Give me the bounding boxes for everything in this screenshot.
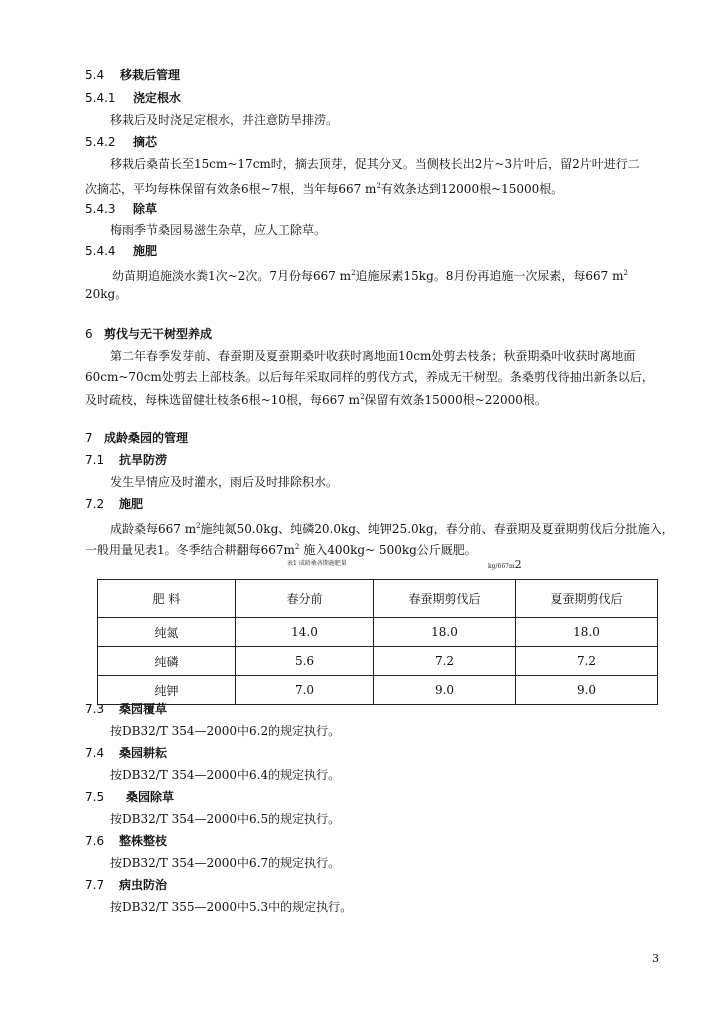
paragraph-text: [85, 536, 477, 561]
paragraph-text: 20kg。: [85, 287, 128, 301]
heading-number: 5.4.2: [85, 135, 116, 149]
header-after-spring-pruning: 春蚕期剪伐后: [374, 580, 516, 618]
heading-title: 施肥: [133, 244, 158, 258]
table-caption: 表1 成龄桑各期施肥量: [287, 560, 347, 567]
text-run: 施入400kg~ 500kg公斤厩肥。: [299, 543, 477, 557]
text-run: 幼苗期追施淡水粪1次~2次。7月份每667 m: [112, 269, 352, 283]
heading-5-4-3: [0, 198, 724, 220]
paragraph-text: 移栽后桑苗长至15cm~17cm时，摘去顶芽，促其分叉。当侧枝长出2片~3片叶后，留2片叶进行二: [110, 157, 640, 171]
paragraph-6-line2: [0, 366, 724, 388]
superscript: 2: [360, 393, 365, 401]
heading-number: 7.5: [85, 790, 105, 804]
header-fertilizer: 肥 料: [98, 580, 236, 618]
heading-7-2: [0, 493, 724, 515]
heading-7-6: [0, 830, 724, 852]
heading-number: 5.4: [85, 68, 105, 82]
heading-number: 5.4.1: [85, 91, 116, 105]
paragraph-7-2-line2: [0, 536, 724, 558]
text-run: 追施尿素15kg。8月份再追施一次尿素，每667 m: [355, 269, 624, 283]
paragraph-text: 按DB32/T 355—2000中5.3中的规定执行。: [110, 900, 353, 914]
superscript: 2: [351, 269, 356, 277]
heading-5-4-1: [0, 87, 724, 109]
paragraph-6-line3: [0, 386, 724, 408]
heading-title: 整株整枝: [119, 834, 168, 848]
text-run: 及时疏枝，每株选留健壮枝条6根~10根，每667 m: [85, 393, 361, 407]
heading-number: 5.4.3: [85, 202, 116, 216]
superscript: 2: [196, 522, 201, 530]
heading-title: 施肥: [119, 497, 144, 511]
superscript: 2: [623, 269, 628, 277]
heading-7: [0, 427, 724, 449]
paragraph-7-1: [0, 471, 724, 493]
paragraph-7-6: [0, 852, 724, 874]
page-number: 3: [652, 952, 659, 965]
header-after-summer-pruning: 夏蚕期剪伐后: [516, 580, 658, 618]
heading-number: 5.4.4: [85, 244, 116, 258]
table-cell: 18.0: [516, 618, 658, 647]
paragraph-text: 按DB32/T 354—2000中6.5的规定执行。: [110, 812, 341, 826]
superscript: 2: [294, 543, 300, 551]
table-cell: 纯钾: [98, 676, 236, 705]
text-run: 施纯氮50.0kg、纯磷20.0kg、纯钾25.0kg，春分前、春蚕期及夏蚕期剪伐后分批施入，: [200, 522, 674, 536]
heading-title: 除草: [133, 202, 158, 216]
paragraph-5-4-4-line1: [0, 262, 724, 284]
table-unit: [488, 558, 522, 571]
paragraph-text: [85, 386, 547, 411]
unit-text: kg/667m: [488, 563, 515, 570]
paragraph-5-4-4-line2: [0, 283, 724, 305]
table-cell: 7.2: [516, 647, 658, 676]
heading-title: 抗旱防涝: [119, 453, 168, 467]
table-header-row: [98, 580, 658, 618]
paragraph-7-4: [0, 764, 724, 786]
heading-title: 病虫防治: [119, 878, 168, 892]
paragraph-5-4-1: [0, 109, 724, 131]
paragraph-7-2-line1: [0, 515, 724, 537]
heading-7-3: [0, 698, 724, 720]
paragraph-7-5: [0, 808, 724, 830]
text-run: 一般用量见表1。冬季结合耕翻每667m: [85, 543, 295, 557]
paragraph-7-3: [0, 720, 724, 742]
paragraph-5-4-2-line2: [0, 175, 724, 197]
heading-7-1: [0, 449, 724, 471]
table-cell: 18.0: [374, 618, 516, 647]
paragraph-5-4-3: [0, 219, 724, 241]
heading-title: 剪伐与无干树型养成: [104, 327, 213, 341]
table-cell: 纯磷: [98, 647, 236, 676]
table-row: [98, 618, 658, 647]
paragraph-text: 移栽后及时浇足定根水，并注意防旱排涝。: [110, 113, 339, 127]
paragraph-5-4-2-line1: [0, 153, 724, 175]
heading-number: 7.1: [85, 453, 105, 467]
paragraph-text: 60cm~70cm处剪去上部枝条。以后每年采取同样的剪伐方式，养成无干树型。条桑剪伐待抽出新条以后，: [85, 370, 654, 384]
heading-number: 7.6: [85, 834, 105, 848]
table-cell: 5.6: [236, 647, 374, 676]
table-cell: 纯氮: [98, 618, 236, 647]
heading-title: 桑园覆草: [119, 702, 168, 716]
heading-title: 桑园耕耘: [119, 746, 168, 760]
heading-5-4-2: [0, 131, 724, 153]
heading-6: [0, 323, 724, 345]
heading-title: 移栽后管理: [120, 68, 181, 82]
paragraph-text: 发生旱情应及时灌水，雨后及时排除积水。: [110, 475, 339, 489]
heading-number: 7.3: [85, 702, 105, 716]
heading-number: 7.4: [85, 746, 105, 760]
heading-number: 7.7: [85, 878, 105, 892]
paragraph-text: 按DB32/T 354—2000中6.7的规定执行。: [110, 856, 341, 870]
paragraph-6-line1: [0, 345, 724, 367]
heading-5-4: [0, 64, 724, 86]
heading-7-4: [0, 742, 724, 764]
table-cell: 7.0: [236, 676, 374, 705]
text-run: 有效条达到12000根~15000根。: [380, 182, 564, 196]
heading-title: 摘芯: [133, 135, 158, 149]
superscript: 2: [376, 182, 381, 190]
heading-title: 浇定根水: [133, 91, 182, 105]
paragraph-7-7: [0, 896, 724, 918]
text-run: 次摘芯，平均每株保留有效条6根~7根，当年每667 m: [85, 182, 377, 196]
heading-number: 6: [85, 327, 93, 341]
table-cell: 7.2: [374, 647, 516, 676]
text-run: 保留有效条15000根~22000根。: [364, 393, 547, 407]
paragraph-text: 按DB32/T 354—2000中6.2的规定执行。: [110, 724, 341, 738]
heading-title: 成龄桑园的管理: [104, 431, 189, 445]
heading-7-7: [0, 874, 724, 896]
table-cell: 9.0: [516, 676, 658, 705]
fertilizer-table: [97, 579, 658, 705]
heading-number: 7: [85, 431, 93, 445]
unit-superscript: 2: [514, 558, 522, 571]
text-run: 成龄桑每667 m: [110, 522, 197, 536]
paragraph-text: 第二年春季发芽前、春蚕期及夏蚕期桑叶收获时离地面10cm处剪去枝条；秋蚕期桑叶收获时离地面: [110, 349, 636, 363]
paragraph-text: 梅雨季节桑园易滋生杂草，应人工除草。: [110, 223, 327, 237]
heading-number: 7.2: [85, 497, 105, 511]
table-row: [98, 647, 658, 676]
table-cell: 9.0: [374, 676, 516, 705]
heading-5-4-4: [0, 240, 724, 262]
paragraph-text: [85, 175, 563, 200]
header-before-spring-equinox: 春分前: [236, 580, 374, 618]
heading-7-5: [0, 786, 724, 808]
heading-title: 桑园除草: [126, 790, 175, 804]
table-cell: 14.0: [236, 618, 374, 647]
paragraph-text: 按DB32/T 354—2000中6.4的规定执行。: [110, 768, 341, 782]
